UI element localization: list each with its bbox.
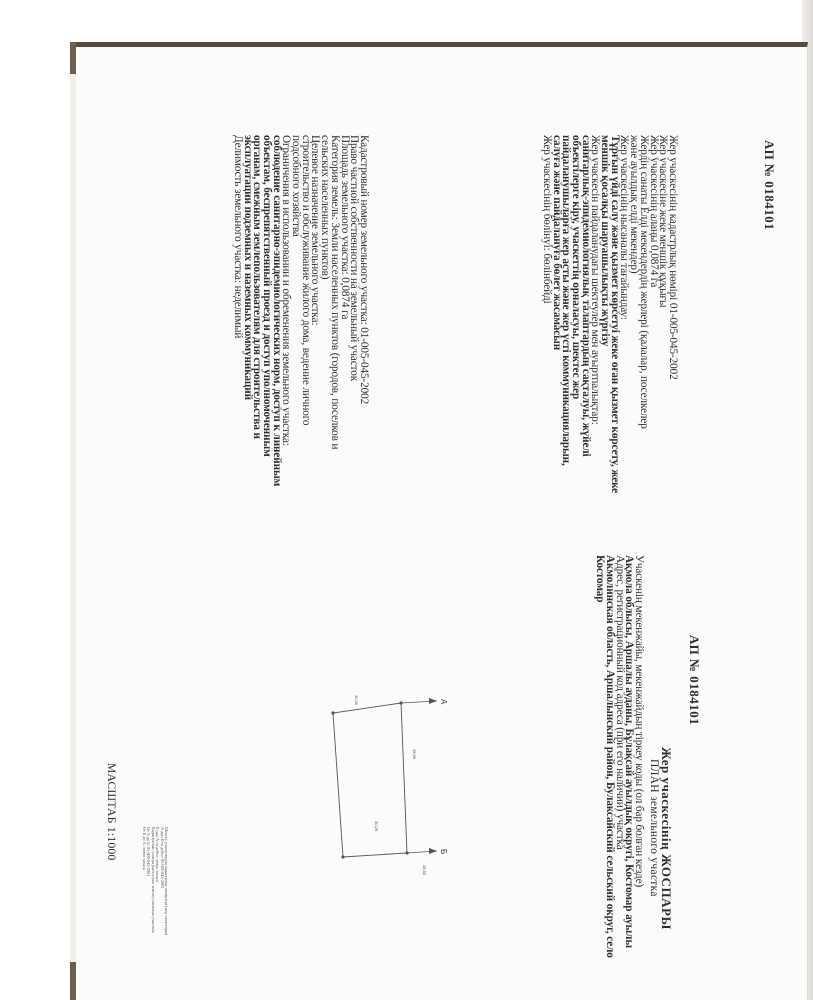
text-line: Делимость земельного участка: неделимый	[231, 135, 244, 339]
doc-number-left: АП № 0184101	[762, 140, 777, 231]
note-line: Б-дан А-ға дейін: земли запаса	[155, 827, 161, 882]
text-line: меншік қосалқы шаруашылықты жүргізу	[599, 135, 612, 347]
text-line: Акмолинская область, Аршалынский район, Булаксайский сельский округ, село	[603, 555, 616, 958]
note-line: От Б до А: земли запаса	[141, 827, 147, 870]
text-line: Жер учаскесінің кадастрлық нөмірі 01-005-045-2002	[667, 135, 679, 380]
text-line: Тұрғын үйді салу және қызмет көрсетуі жеке оған қызмет көрсету, жеке	[608, 135, 621, 494]
plan-address-block	[594, 555, 643, 958]
russian-text-block	[232, 135, 368, 486]
doc-number-right: АП № 0184101	[687, 635, 702, 726]
point-label-a: А	[439, 699, 448, 705]
kazakh-text-block	[541, 135, 677, 493]
text-line: объектам, беспрепятственный проезд и доступ уполномоченным	[260, 135, 273, 457]
text-line: пайдаланушыларға жер асты және жер үсті коммуникацияларын,	[560, 135, 573, 466]
note-line: От А до Б: 01-005-045-2001	[146, 827, 152, 877]
dimension-right: 30,26	[374, 821, 379, 832]
text-line: соблюдение санитарно-эпидемиологических норм, доступ к линейным	[270, 135, 283, 487]
paper-left-edge	[70, 42, 76, 1000]
dimension-left: 30,30	[354, 695, 359, 706]
text-line: Жердің санаты Елді мекендердің жерлері (қалалар, поселкелер	[637, 135, 650, 429]
text-line: Площадь земельного участка: 0,0874 га	[338, 135, 351, 320]
text-line: Костомар	[594, 555, 607, 603]
corner-point	[399, 701, 402, 704]
corner-point	[331, 711, 334, 714]
text-line: строительство и обслуживание жилого дома, ведение личного	[299, 135, 312, 426]
text-line: Жер учаскесін пайдаланудағы шектеулер мен ауыртпалықтар:	[589, 135, 602, 425]
land-certificate-sheet	[70, 42, 808, 1000]
text-line: Жер учаскесінің бөлінуі: бөлінбейді	[540, 135, 553, 304]
text-line: Учаскенің мекенжайы, мекенжайдың тіркеу коды (ол бар болған кезде)	[633, 555, 645, 888]
note-line: Кадастровые номера (категории земель) смежных участков	[150, 827, 156, 933]
text-line: Адрес, регистрационный код адреса (при его наличии) участка	[613, 555, 626, 850]
dimension-top: 28,90	[412, 749, 417, 760]
plot-boundary	[333, 703, 407, 857]
point-label-b: Б	[439, 849, 448, 855]
text-line: және ауылдық елді мекендер)	[628, 135, 641, 274]
text-line: Право частной собственности на земельный участок	[348, 135, 361, 382]
text-line: Целевое назначение земельного участка:	[309, 135, 322, 326]
plan-subtitle: ПЛАН земельного участка	[648, 759, 660, 897]
text-line: объектілерге кіру, учаскеттің орналасуы, шектес жер	[569, 135, 582, 400]
plan-title: Жер учаскесінің ЖОСПАРЫ	[659, 747, 674, 930]
text-line: салуға және пайдалануға бөлет жасамасын	[550, 135, 563, 351]
arrow-head-a	[429, 698, 437, 704]
text-line: подсобного хозяйства	[290, 135, 303, 237]
corner-point	[405, 851, 408, 854]
text-line: эксплуатации подземных и наземных коммуникаций	[241, 135, 254, 400]
plot-plan-drawing	[325, 687, 525, 897]
dimension-bottom: 28,90	[422, 865, 427, 876]
adjacent-plots-notes	[142, 827, 168, 935]
text-line: Категория земель: Земли населенных пунктов (городов, поселков и	[328, 135, 341, 450]
note-line: А-дан Б-ға дейін: 01-005-045-2001	[159, 827, 165, 889]
text-line: Жер учаскесінің алаңы 0,0874 га	[647, 135, 660, 288]
arrow-head-b	[429, 848, 437, 854]
text-line: сельских населенных пунктов)	[319, 135, 332, 280]
corner-point	[341, 855, 344, 858]
text-line: санитарлық-эпидемиологиялық талаптардың сақталуы, жүйелі	[579, 135, 592, 457]
text-line: Ақмола облысы, Аршалы ауданы, Бұлақсай ауылдық округі, Костомар ауылы	[623, 555, 636, 948]
text-line: Жер учаскесіне жеке меншік құқығы	[657, 135, 670, 308]
text-line: Ограничения в использовании и обременения земельного участка:	[280, 135, 293, 446]
text-line: органам, смежным землепользователям для строительства и	[251, 135, 264, 439]
text-line: Кадастровый номер земельного участка: 01-005-045-2002	[358, 135, 370, 405]
text-line: Жер учаскесінің нысаналы тағайындау:	[618, 135, 631, 320]
note-line: Шектес учаскелердің кадастрлық нөмірлері (жер санаттары)	[164, 827, 169, 935]
plan-scale: МАСШТАБ 1:1000	[105, 763, 117, 861]
